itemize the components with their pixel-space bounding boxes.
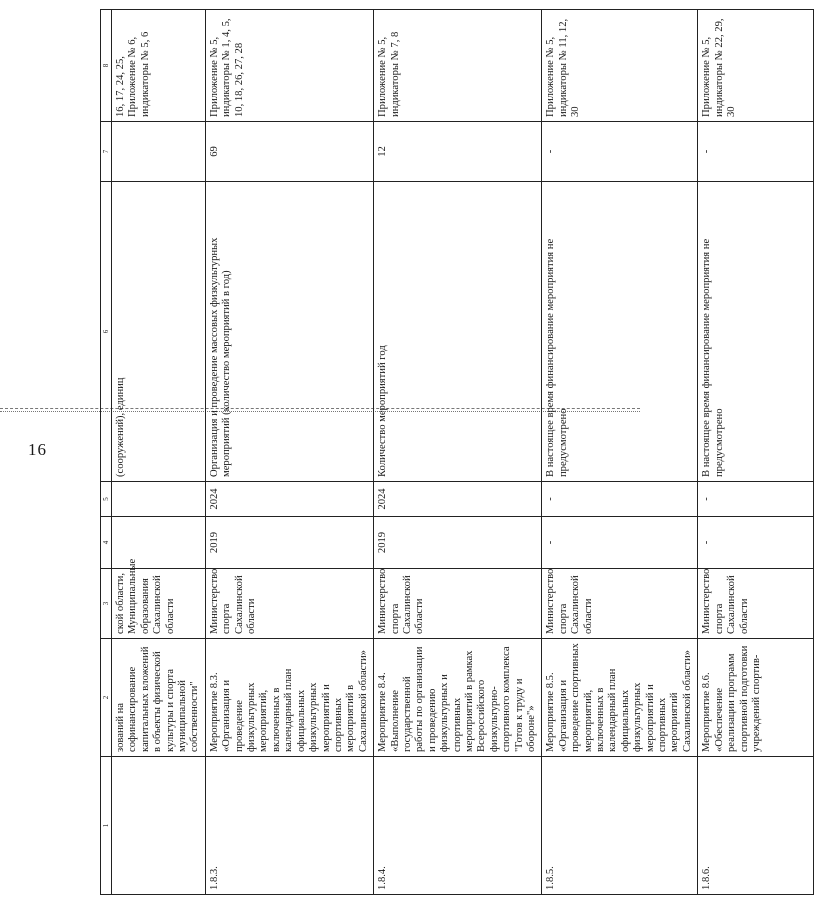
row-number [112, 757, 206, 895]
indicator-cell: (сооружений), единиц [112, 182, 206, 482]
link-cell: Приложение № 5, индикаторы № 7, 8 [374, 10, 542, 122]
table-row [374, 10, 542, 895]
executor-cell: Министерство спорта Сахалинской области [374, 569, 542, 639]
table-row [112, 10, 206, 895]
executor-cell: Министерство спорта Сахалинской области [698, 569, 814, 639]
column-number: 5 [101, 482, 112, 517]
indicator-cell: В настоящее время финансирование мероприятия не предусмотрено [698, 182, 814, 482]
column-number: 3 [101, 569, 112, 639]
table-row [698, 10, 814, 895]
link-cell: Приложение № 5, индикаторы № 11, 12, 30 [542, 10, 698, 122]
column-number: 6 [101, 182, 112, 482]
indicator-cell: В настоящее время финансирование мероприятия не предусмотрено [542, 182, 698, 482]
value-cell: - [542, 122, 698, 182]
start-year-cell: 2019 [374, 517, 542, 569]
end-year-cell: - [698, 482, 814, 517]
start-year-cell: - [698, 517, 814, 569]
measures-table [100, 9, 814, 895]
column-number: 2 [101, 639, 112, 757]
link-cell: 16, 17, 24, 25, Приложение № 6, индикаторы № 5, 6 [112, 10, 206, 122]
column-number: 7 [101, 122, 112, 182]
value-cell: - [698, 122, 814, 182]
row-number: 1.8.4. [374, 757, 542, 895]
start-year-cell: - [542, 517, 698, 569]
executor-cell: ской области, Муниципальные образования Сахалинской области [112, 569, 206, 639]
link-cell: Приложение № 5, индикаторы № 1, 4, 5, 10, 18, 26, 27, 28 [205, 10, 373, 122]
table-row [542, 10, 698, 895]
measure-cell: Мероприятие 8.3. «Организация и проведение физкультурных мероприятий, включенных в календарный план официальных физкультурных мероприятий и спортивных мероприятий в Сахалинской области» [205, 639, 373, 757]
column-number: 8 [101, 10, 112, 122]
row-number: 1.8.6. [698, 757, 814, 895]
start-year-cell [112, 517, 206, 569]
start-year-cell: 2019 [205, 517, 373, 569]
value-cell: 12 [374, 122, 542, 182]
measure-cell: Мероприятие 8.5. «Организация и проведение спортивных мероприятий, включенных в календарный план официальных физкультурных мероприятий и спортивных мероприятий Сахалинской области» [542, 639, 698, 757]
table-header-row [101, 10, 112, 895]
rotated-table-container [100, 10, 762, 895]
value-cell [112, 122, 206, 182]
end-year-cell: 2024 [205, 482, 373, 517]
table-row [205, 10, 373, 895]
row-number: 1.8.5. [542, 757, 698, 895]
indicator-cell: Количество мероприятий год [374, 182, 542, 482]
measure-cell: Мероприятие 8.6. «Обеспечение реализации программ спортивной подготовки учреждений спортив- [698, 639, 814, 757]
end-year-cell: 2024 [374, 482, 542, 517]
measure-cell: зований на софинансирование капитальных вложений в объекты физической культуры и спорта муниципальной собственности" [112, 639, 206, 757]
executor-cell: Министерство спорта Сахалинской области [542, 569, 698, 639]
link-cell: Приложение № 5, индикаторы № 22, 29, 30 [698, 10, 814, 122]
page-number: 16 [28, 440, 47, 459]
value-cell: 69 [205, 122, 373, 182]
indicator-cell: Организация и проведение массовых физкультурных мероприятий (количество мероприятий в год) [205, 182, 373, 482]
measure-cell: Мероприятие 8.4. «Выполнение государственной работы по организации и проведению физкультурных и спортивных мероприятий в рамках Всероссийского физкультурно-спортивного комплекса "Готов к труду и обороне"» [374, 639, 542, 757]
end-year-cell: - [542, 482, 698, 517]
end-year-cell [112, 482, 206, 517]
executor-cell: Министерство спорта Сахалинской области [205, 569, 373, 639]
column-number: 1 [101, 757, 112, 895]
row-number: 1.8.3. [205, 757, 373, 895]
column-number: 4 [101, 517, 112, 569]
